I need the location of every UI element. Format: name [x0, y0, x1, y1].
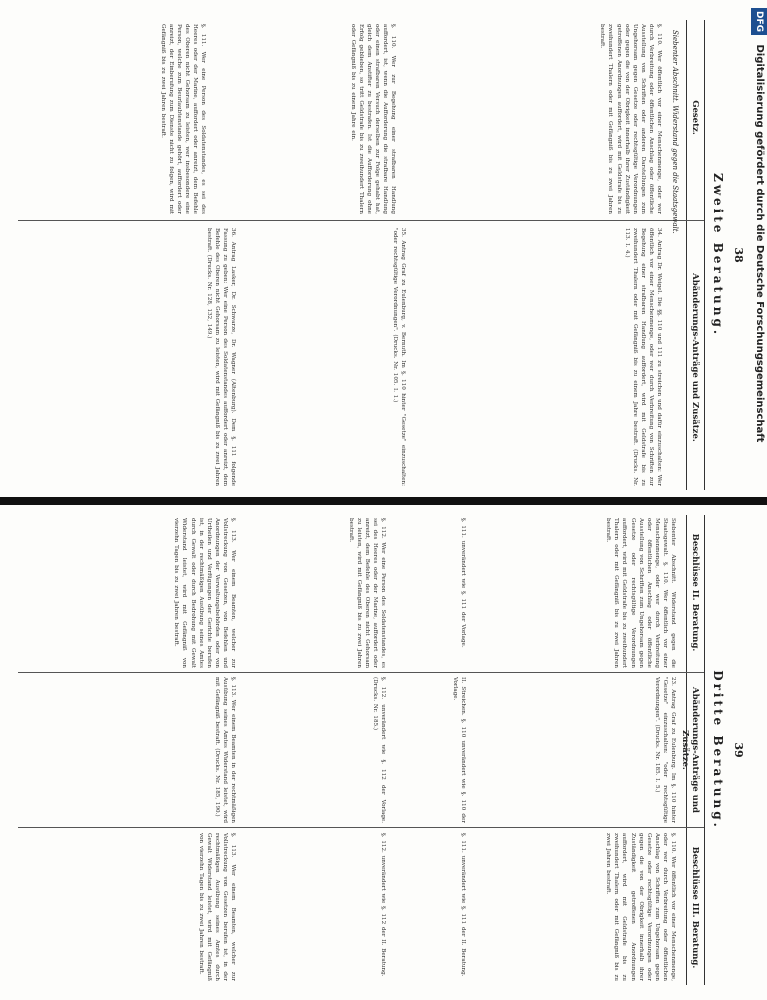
- paragraph-text: §. 110. Wer öffentlich vor einer Menschenmenge, oder wer durch Verbreitung oder öffentlichen Anschlag oder öffentliche Ausstellung von Schriften oder anderen Darstellungen zum Ungehorsam gegen Gesetze oder rechtsgültige Verordnungen oder gegen die von der Obrigkeit innerhalb ihrer Zuständigkeit getroffenen Anordnungen auffordert, wird mit Geldstrafe bis zu zweihundert Thalern oder mit Gefängniß bis zu zwei Jahren bestraft.: [599, 24, 662, 214]
- law-paragraph: [158, 24, 207, 214]
- paragraph-text: §. 111. unverändert wie §. 111 der II. Beratung.: [460, 833, 466, 977]
- final-decision-paragraph: [604, 833, 677, 981]
- final-decision-paragraph: [459, 833, 467, 981]
- paragraph-text: §. 112. Wer eine Person des Soldatenstandes, es sei des Heeres oder der Marine, auffordert oder anreizt, dem Befehle des Oberen nicht Gehorsam zu leisten, wird mit Gefängniß bis zu zwei Jahren bestraft.: [347, 518, 386, 668]
- column-header-rule: [686, 515, 687, 985]
- amendment-paragraph: [653, 677, 677, 823]
- paragraph-text: 35. Antrag Graf zu Eulenburg, v. Bernuth. Im §. 110 hinter "Gesetze" einzuschalten: "oder rechtsgültige Verordnungen". (Drucks. Nr. 105. I. 1.): [391, 228, 406, 486]
- column-header-gesetz: Gesetz.: [690, 100, 700, 135]
- paragraph-text: 23. Antrag Graf zu Eulenburg. Im §. 110 hinter "Gesetze" einzuschalten: "oder rechtsgültige Verordnungen". (Drucks. Nr. 185. I. 5.): [653, 677, 676, 823]
- header-rule: [704, 20, 705, 490]
- paragraph-text: §. 110. Wer zur Begehung einer strafbaren Handlung auffordert, ist, wenn die Aufforderung die strafbare Handlung oder einen strafbaren Versuch derselben zur Folge gehabt hat, gleich dem Anstifter zu bestrafen. Ist die Aufforderung ohne Erfolg geblieben, so tritt Geldstrafe bis zu zweihundert Thalern oder Gefängniß bis zu einem Jahre ein.: [349, 24, 396, 214]
- header-rule: [704, 515, 705, 985]
- amendment-paragraph: [391, 228, 407, 486]
- paragraph-text: §. 112. unverändert wie §. 112 der Vorlage. (Drucks. Nr. 185.): [371, 677, 386, 823]
- paragraph-text: Siebenter Abschnitt. Widerstand gegen die Staatsgewalt. §. 110. Wer öffentlich vor einer Menschenmenge, oder wer durch Verbreitung oder öffentlichen Anschlag oder öffentliche Ausstellung von Schriften zum Ungehorsam gegen Gesetze oder rechtsgültige Verordnungen auffordert, wird mit Geldstrafe bis zu zweihundert Thalern oder mit Gefängniß bis zu zwei Jahren bestraft.: [605, 518, 676, 668]
- paragraph-text: §. 113. Wer einem Beamten, welcher zur Vollstreckung von Gesetzen, von Befehlen und Anordnungen der Verwaltungsbehörden oder von Urtheilen und Verfügungen der Gerichte berufen ist, in der rechtmäßigen Ausübung seines Amtes durch Gewalt oder durch Bedrohung mit Gewalt Widerstand leistet, wird mit Gefängniß von vierzehn Tagen bis zu zwei Jahren bestraft.: [173, 518, 236, 668]
- dfg-credit-text: Digitalisierung gefördert durch die Deutsche Forschungsgemeinschaft: [754, 44, 765, 443]
- dfg-watermark: [751, 8, 767, 992]
- paragraph-text: §. 113. Wer einem Beamten in der rechtmäßigen Ausübung seines Amtes Widerstand leistet, wird mit Gefängniß bestraft. (Drucks. Nr. 185, 190.): [213, 677, 236, 823]
- column-divider: [18, 220, 704, 221]
- page-gutter: [0, 497, 767, 505]
- paragraph-text: II. Streichen. §. 110 unverändert wie §. 110 der Vorlage.: [451, 677, 466, 823]
- column-divider: [18, 827, 704, 828]
- paragraph-text: 34. Antrag Dr. Weigel. Die §§. 110 und 111 zu streichen und dafür einzuschalten: Wer öffentlich vor einer Menschenmenge, oder wer durch Verbreitung von Schriften zur Begehung einer strafbaren Handlung auffordert, wird mit Geldstrafe bis zu zweihundert Thalern oder mit Gefängniß bis zu einem Jahre bestraft. (Drucks. Nr. 113. I. 4.): [623, 228, 662, 486]
- decision-paragraph: [459, 518, 467, 668]
- right-page: [0, 515, 767, 985]
- final-decision-paragraph: [197, 833, 237, 981]
- final-decision-paragraph: [379, 833, 387, 981]
- column-divider: [18, 672, 704, 673]
- column-header-rule: [686, 20, 687, 490]
- decision-paragraph: [604, 518, 677, 668]
- law-paragraph: [348, 24, 397, 214]
- section-subtitle: Siebenter Abschnitt. Widerstand gegen die Staatsgewalt.: [671, 30, 679, 234]
- paragraph-text: §. 110. Wer öffentlich vor einer Menschenmenge, oder wer durch Verbreitung oder öffentlichen Anschlag von Schriften zum Ungehorsam gegen Gesetze oder rechtsgültige Verordnungen oder gegen die von der Obrigkeit innerhalb ihrer Zuständigkeit getroffenen Anordnungen auffordert, wird mit Geldstrafe bis zu zweihundert Thalern oder mit Gefängniß bis zu zwei Jahren bestraft.: [605, 833, 676, 981]
- amendment-paragraph: [205, 228, 237, 486]
- law-paragraph: [598, 24, 663, 214]
- paragraph-text: §. 113. Wer einem Beamten, welcher zur Vollstreckung von Gesetzen berufen ist, in der rechtmäßigen Ausübung seines Amtes durch Gewalt Widerstand leistet, wird mit Gefängniß von vierzehn Tagen bis zu zwei Jahren bestraft.: [197, 833, 236, 981]
- decision-paragraph: [172, 518, 237, 668]
- paragraph-text: §. 111. unverändert wie §. 111 der Vorlage.: [460, 518, 466, 648]
- page-number: 39: [732, 742, 745, 758]
- dfg-logo: DFG: [751, 8, 767, 35]
- decision-paragraph: [347, 518, 387, 668]
- paragraph-text: §. 112. unverändert wie §. 112 der II. Beratung.: [380, 833, 386, 977]
- paragraph-text: §. 111. Wer eine Person des Soldatenstandes, es sei des Heeres oder der Marine, auffordert oder anreizt, dem Befehle des Oberen nicht Gehorsam zu leisten, wer insbesondere eine Person, welche zum Beurlaubtenstande gehört, auffordert oder anreizt, der Einberufung zum Dienste nicht zu folgen, wird mit Gefängniß bis zu zwei Jahren bestraft.: [159, 24, 206, 214]
- page-number: 38: [732, 247, 745, 263]
- column-header-antraege: Abänderungs-Anträge und Zusätze.: [680, 687, 700, 813]
- left-page: [0, 20, 767, 490]
- column-header-beschluesse-iii: Beschlüsse III. Beratung.: [690, 846, 700, 969]
- page-title: Zweite Beratung.: [711, 172, 725, 338]
- column-header-antraege: Abänderungs-Anträge und Zusätze.: [690, 273, 700, 442]
- column-header-beschluesse-ii: Beschlüsse II. Beratung.: [690, 533, 700, 652]
- amendment-paragraph: [451, 677, 467, 823]
- paragraph-text: 36. Antrag Lasker, Dr. Schwarze, Dr. Wagner (Altenburg). Dem §. 111 folgende Fassung zu geben: Wer eine Person des Soldatenstandes auffordert oder anreizt, dem Befehle des Oberen nicht Gehorsam zu leisten, wird mit Gefängniß bis zu zwei Jahren bestraft. (Drucks. Nr. 128, 132, 149.): [205, 228, 236, 486]
- amendment-paragraph: [213, 677, 237, 823]
- amendment-paragraph: [623, 228, 663, 486]
- page-title: Dritte Beratung.: [711, 670, 725, 830]
- amendment-paragraph: [371, 677, 387, 823]
